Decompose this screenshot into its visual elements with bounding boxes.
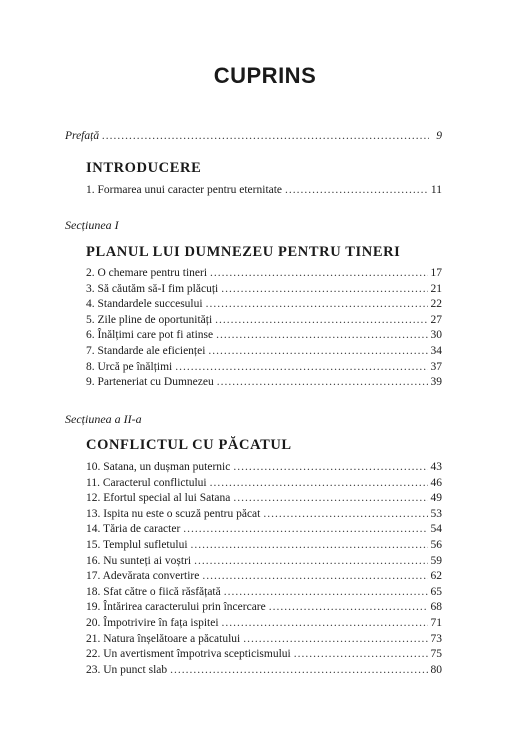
- toc-entry-label: 3. Să căutăm să-I fim plăcuți: [86, 282, 219, 295]
- toc-entry-page: 46: [430, 476, 442, 489]
- dot-leader: [210, 476, 428, 490]
- dot-leader: [216, 328, 427, 342]
- dot-leader: [294, 647, 428, 661]
- toc-entry-page: 37: [430, 360, 442, 373]
- toc-entry[interactable]: [86, 507, 442, 521]
- toc-entry[interactable]: [86, 663, 442, 677]
- dot-leader: [233, 460, 427, 474]
- toc-entry-page: 17: [430, 267, 442, 279]
- toc-entry-page: 54: [430, 523, 442, 536]
- dot-leader: [202, 569, 427, 583]
- dot-leader: [224, 585, 428, 599]
- toc-entry-label: 10. Satana, un dușman puternic: [86, 461, 231, 473]
- toc-entry-label: 18. Sfat către o fiică răsfățată: [86, 585, 221, 598]
- toc-entry-page: 56: [430, 539, 442, 551]
- toc-entry-label: Prefață: [65, 130, 100, 142]
- toc-entry-label: 15. Templul sufletului: [86, 539, 188, 551]
- toc-entry[interactable]: [86, 491, 442, 505]
- toc-entry[interactable]: [86, 522, 442, 536]
- toc-entry[interactable]: [86, 297, 442, 311]
- section-heading: CONFLICTUL CU PĂCATUL: [86, 437, 292, 453]
- toc-entry-label: 14. Tăria de caracter: [86, 523, 181, 536]
- toc-entry-label: 13. Ispita nu este o scuză pentru păcat: [86, 507, 261, 520]
- dot-leader: [263, 507, 427, 521]
- toc-entry-page: 75: [430, 648, 442, 661]
- toc-entry-label: 12. Efortul special al lui Satana: [86, 492, 231, 505]
- toc-entry[interactable]: [86, 313, 442, 327]
- toc-entry[interactable]: [86, 585, 442, 599]
- toc-entry-page: 80: [430, 663, 442, 676]
- section-label: Secțiunea a II-a: [65, 412, 142, 426]
- dot-leader: [215, 313, 427, 327]
- toc-entry[interactable]: [86, 554, 442, 568]
- dot-leader: [269, 600, 428, 614]
- toc-entry-label: 4. Standardele succesului: [86, 298, 203, 311]
- dot-leader: [243, 632, 427, 646]
- toc-entry-page: 65: [430, 585, 442, 598]
- dot-leader: [191, 538, 428, 552]
- toc-entry[interactable]: [86, 360, 442, 374]
- toc-entry-page: 11: [430, 184, 442, 196]
- toc-entry[interactable]: [86, 375, 442, 389]
- dot-leader: [210, 266, 427, 280]
- toc-entry-page: 62: [430, 570, 442, 583]
- dot-leader: [285, 183, 428, 197]
- toc-entry-page: 22: [430, 298, 442, 311]
- toc-entry-page: 34: [430, 345, 442, 357]
- toc-entry-label: 19. Întărirea caracterului prin încercare: [86, 601, 266, 614]
- toc-entry[interactable]: [86, 266, 442, 280]
- toc-entry[interactable]: [86, 344, 442, 358]
- toc-entry[interactable]: [86, 460, 442, 474]
- toc-entry-label: 9. Parteneriat cu Dumnezeu: [86, 376, 214, 389]
- dot-leader: [175, 360, 427, 374]
- dot-leader: [233, 491, 427, 505]
- dot-leader: [206, 297, 428, 311]
- toc-entry[interactable]: [86, 632, 442, 646]
- dot-leader: [102, 129, 429, 143]
- toc-entry-page: 49: [430, 492, 442, 505]
- toc-entry-label: 8. Urcă pe înălțimi: [86, 360, 173, 373]
- section-heading: PLANUL LUI DUMNEZEU PENTRU TINERI: [86, 244, 401, 260]
- toc-entry-label: 17. Adevărata convertire: [86, 570, 200, 583]
- toc-entry-page: 30: [430, 329, 442, 342]
- page-title: CUPRINS: [213, 63, 317, 88]
- toc-entry-label: 7. Standarde ale eficienței: [86, 345, 206, 357]
- toc-entry[interactable]: [86, 282, 442, 296]
- toc-entry-page: 73: [430, 632, 442, 645]
- section-label: Secțiunea I: [65, 218, 119, 232]
- toc-entry-label: 2. O chemare pentru tineri: [86, 267, 208, 279]
- toc-entry-page: 39: [430, 376, 442, 389]
- toc-entry-label: 16. Nu sunteți ai voștri: [86, 554, 192, 567]
- dot-leader: [183, 522, 427, 536]
- toc-entry[interactable]: [86, 569, 442, 583]
- toc-entry-label: 22. Un avertisment împotriva scepticismului: [86, 648, 291, 661]
- toc-entry[interactable]: [86, 616, 442, 630]
- toc-entry-label: 6. Înălțimi care pot fi atinse: [86, 329, 214, 342]
- toc-entry-page: 68: [430, 601, 442, 614]
- toc-entry-label: 1. Formarea unui caracter pentru eternitate: [86, 184, 283, 196]
- dot-leader: [208, 344, 427, 358]
- dot-leader: [170, 663, 427, 677]
- toc-entry-preface[interactable]: [65, 129, 442, 143]
- toc-entry-page: 43: [430, 461, 442, 473]
- toc-entry-label: 20. Împotrivire în fața ispitei: [86, 617, 219, 629]
- toc-entry[interactable]: [86, 647, 442, 661]
- toc-entry-page: 59: [430, 554, 442, 567]
- toc-entry-label: 21. Natura înșelătoare a păcatului: [86, 632, 241, 645]
- dot-leader: [222, 616, 428, 630]
- toc-entry-label: 5. Zile pline de oportunități: [86, 313, 213, 326]
- toc-entry-page: 27: [430, 313, 442, 326]
- toc-entry[interactable]: [86, 328, 442, 342]
- toc-entry[interactable]: [86, 600, 442, 614]
- toc-entry-page: 21: [430, 282, 442, 295]
- toc-entry-label: 23. Un punct slab: [86, 663, 168, 676]
- heading-introducere: INTRODUCERE: [86, 160, 202, 176]
- toc-entry[interactable]: [86, 538, 442, 552]
- toc-entry-page: 71: [430, 617, 442, 629]
- toc-entry-page: 9: [436, 130, 442, 142]
- dot-leader: [221, 282, 427, 296]
- dot-leader: [217, 375, 428, 389]
- toc-entry[interactable]: [86, 183, 442, 197]
- dot-leader: [194, 554, 427, 568]
- toc-entry-label: 11. Caracterul conflictului: [86, 476, 207, 489]
- toc-entry[interactable]: [86, 476, 442, 490]
- toc-entry-page: 53: [430, 507, 442, 520]
